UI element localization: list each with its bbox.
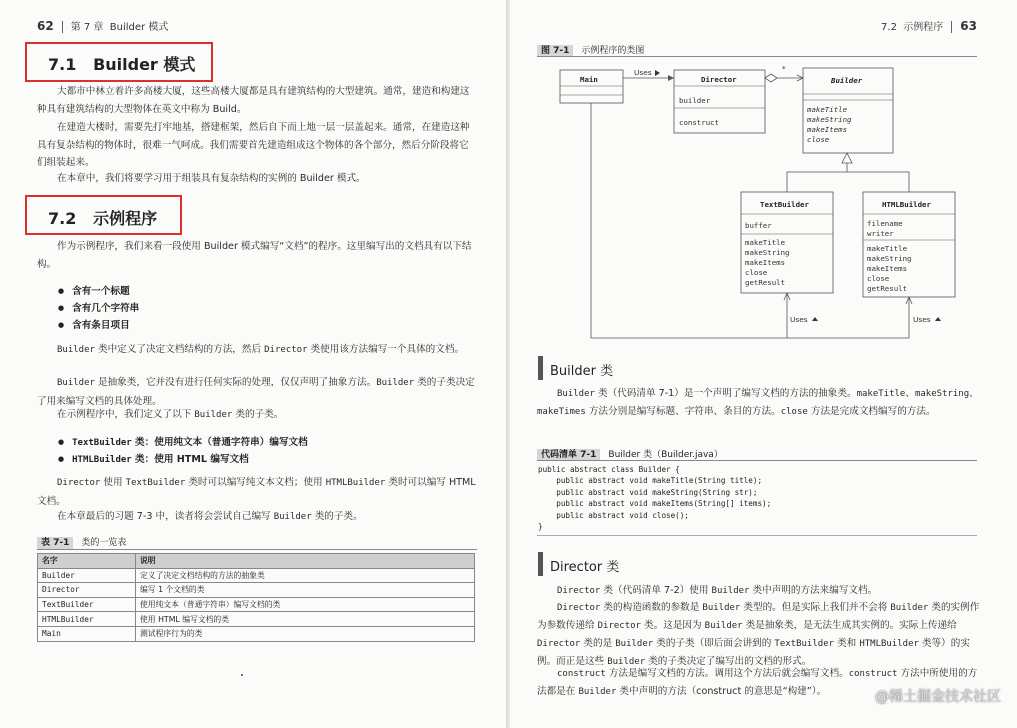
uml-builder-label: Builder (831, 76, 863, 85)
uml-textbuilder-label: TextBuilder (760, 200, 809, 209)
table-row: Director 编写 1 个文档的类 (38, 583, 475, 598)
table-row: HTMLBuilder 使用 HTML 编写文档的类 (38, 612, 475, 627)
svg-text:Uses: Uses (790, 315, 808, 324)
paragraph: 在本章中，我们将要学习用于组装具有复杂结构的实例的 Builder 模式。 (57, 173, 366, 184)
uml-htmlbuilder-label: HTMLBuilder (882, 200, 931, 209)
svg-text:close: close (807, 135, 830, 144)
svg-text:makeItems: makeItems (745, 258, 786, 267)
paragraph: 作为示例程序，我们来看一段使用 Builder 模式编写“文档”的程序。这里编写出的文档具有以下结构。 (37, 241, 472, 270)
figure-caption: 图 7-1 示例程序的类图 (537, 43, 644, 56)
paragraph: 在示例程序中，我们定义了以下 Builder 类的子类。 (57, 409, 284, 420)
list-item: ● 含有一个标题 (58, 283, 130, 297)
paragraph: 大都市中林立着许多高楼大厦，这些高楼大厦都是具有建筑结构的大型建筑。通常，建造和构建这种具有建筑结构的大型物体在英文中称为 Build。 (37, 86, 470, 115)
svg-text:makeTitle: makeTitle (745, 238, 786, 247)
table-row: Builder 定义了决定文档结构的方法的抽象类 (38, 568, 475, 583)
column-header-name: 名字 (38, 554, 136, 569)
svg-text:filename: filename (867, 219, 903, 228)
list-item: ● HTMLBuilder 类：使用 HTML 编写文档 (58, 451, 249, 465)
paragraph: construct 方法是编写文档的方法。调用这个方法后就会编写文档。construct 方法中所使用的方法都是在 Builder 类中声明的方法（construct 的意思是“构建”）。 (537, 668, 978, 697)
paragraph: 在建造大楼时，需要先打牢地基，搭建框架，然后自下而上地一层一层盖起来。通常，在建造这种具有复杂结构的物体时，很难一气呵成。我们需要首先建造组成这个物体的各个部分，然后分阶段将它们组装起来。 (37, 122, 470, 168)
list-item: ● 含有几个字符串 (58, 300, 139, 314)
right-page-number: 63 (960, 19, 977, 33)
section-7-2-title: 7.2 示例程序 (48, 209, 158, 228)
director-class-heading: Director 类 (550, 560, 620, 575)
svg-text:Uses: Uses (634, 68, 652, 77)
svg-text:getResult: getResult (745, 278, 786, 287)
svg-text:close: close (745, 268, 768, 277)
svg-text:makeItems: makeItems (867, 264, 908, 273)
paragraph: Builder 类（代码清单 7-1）是一个声明了编写文档的方法的抽象类。makeTitle、makeString、makeTimes 方法分别是编写标题、字符串、条目的方法。close 方法是完成文档编写的方法。 (537, 388, 979, 417)
paragraph: Builder 是抽象类，它并没有进行任何实际的处理，仅仅声明了抽象方法。Builder 类的子类决定了用来编写文档的具体处理。 (37, 377, 475, 407)
svg-text:close: close (867, 274, 890, 283)
chapter-title: Builder 模式 (109, 22, 169, 33)
listing-caption: 代码清单 7-1 Builder 类（Builder.java） (537, 447, 723, 460)
svg-text:builder: builder (679, 96, 711, 105)
chapter-label: 第 7 章 (70, 22, 104, 33)
svg-text:makeString: makeString (867, 254, 912, 263)
list-item: ● TextBuilder 类：使用纯文本（普通字符串）编写文档 (58, 434, 308, 448)
code-listing: public abstract class Builder { public abstract void makeTitle(String title); public abstract void makeString(String str); public abstract void makeItems(String[] items); public abstract void close(); } (538, 465, 772, 532)
section-7-1-title: 7.1 Builder 模式 (48, 55, 196, 74)
paragraph: Builder 类中定义了决定文档结构的方法，然后 Director 类使用该方法编写一个具体的文档。 (57, 344, 465, 355)
paragraph: Director 类（代码清单 7-2）使用 Builder 类中声明的方法来编写文档。 (557, 585, 878, 596)
watermark: @稀土掘金技术社区 (875, 689, 1001, 705)
left-page-number: 62 (37, 19, 54, 33)
table-row: TextBuilder 使用纯文本（普通字符串）编写文档的类 (38, 597, 475, 612)
class-table (37, 553, 475, 642)
svg-text:Uses: Uses (913, 315, 931, 324)
table-header-row (38, 554, 475, 569)
right-page (510, 0, 1017, 728)
uml-main-label: Main (580, 75, 598, 84)
svg-text:writer: writer (867, 229, 894, 238)
svg-text:makeTitle: makeTitle (867, 244, 908, 253)
svg-text:getResult: getResult (867, 284, 908, 293)
svg-text:makeItems: makeItems (807, 125, 848, 134)
table-caption: 表 7-1 类的一览表 (37, 535, 126, 548)
right-page-header: 7.2 示例程序 63 (881, 19, 977, 33)
page-dot (241, 674, 243, 676)
left-page (0, 0, 506, 728)
svg-text:*: * (782, 64, 786, 73)
uml-class-diagram (510, 0, 1017, 345)
paragraph: Director 使用 TextBuilder 类时可以编写纯文本文档；使用 HTMLBuilder 类时可以编写 HTML 文档。 (37, 477, 476, 507)
left-page-header (37, 18, 168, 33)
column-header-desc: 说明 (136, 554, 475, 569)
builder-class-heading: Builder 类 (550, 364, 614, 379)
paragraph: 在本章最后的习题 7-3 中，读者将会尝试自己编写 Builder 类的子类。 (57, 511, 363, 522)
svg-text:makeTitle: makeTitle (807, 105, 848, 114)
svg-text:buffer: buffer (745, 221, 772, 230)
paragraph: Director 类的构造函数的参数是 Builder 类型的。但是实际上我们并不会将 Builder 类的实例作为参数传递给 Director 类。这是因为 Builder 类是抽象类，是无法生成其实例的。实际上传递给 Director 类的是 Builder 类的子类（即后面会讲到的 TextBuilder 类和 HTMLBuilder 类等）的实例。而正是这些 Builder 类的子类决定了编写出的文档的形式。 (537, 602, 980, 667)
list-item: ● 含有条目项目 (58, 317, 130, 331)
table-row: Main 测试程序行为的类 (38, 626, 475, 641)
svg-text:makeString: makeString (745, 248, 790, 257)
svg-text:construct: construct (679, 118, 720, 127)
uml-director-label: Director (701, 75, 737, 84)
svg-text:makeString: makeString (807, 115, 852, 124)
